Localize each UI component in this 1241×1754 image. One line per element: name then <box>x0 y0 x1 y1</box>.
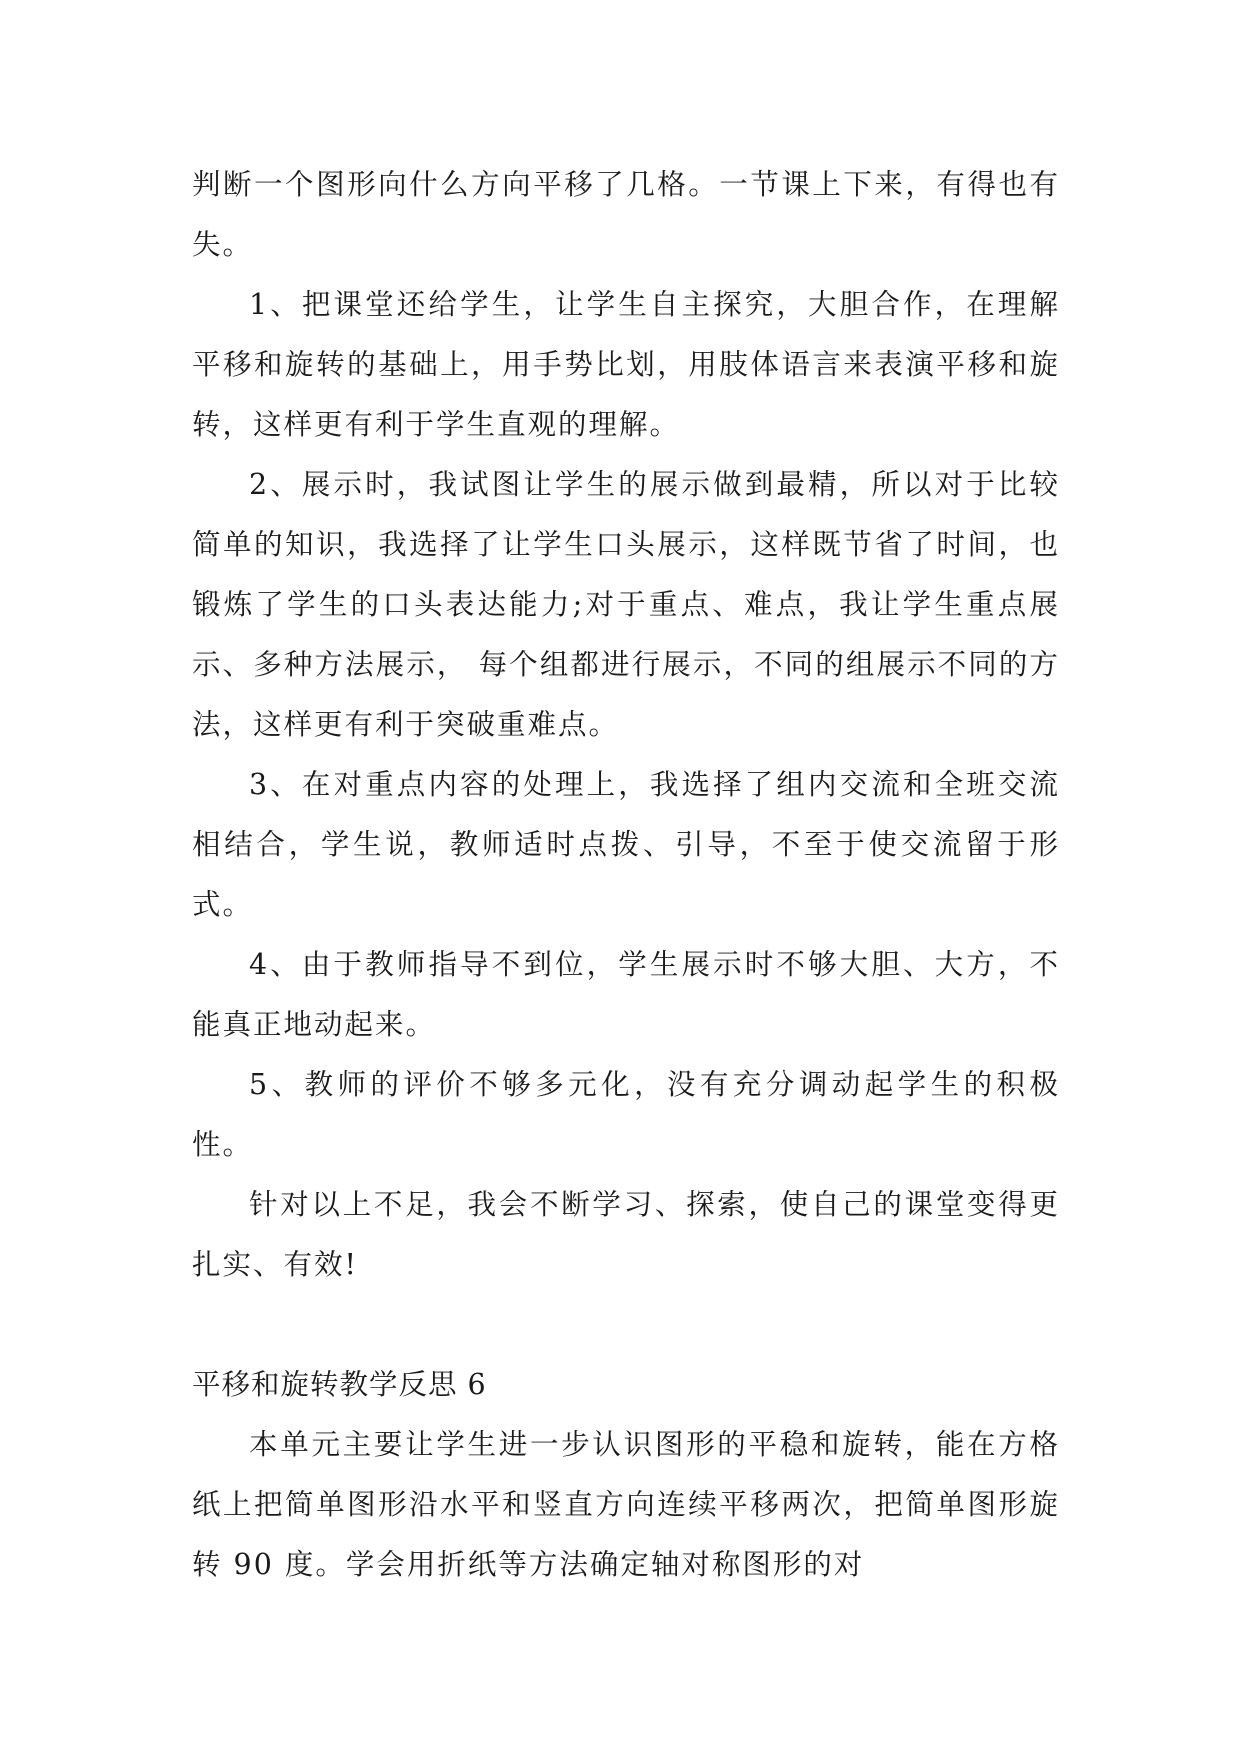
paragraph-point-5: 5、教师的评价不够多元化，没有充分调动起学生的积极性。 <box>192 1068 1060 1161</box>
paragraph-point-1: 1、把课堂还给学生，让学生自主探究，大胆合作，在理解平移和旋转的基础上，用手势比划，用肢体语言来表演平移和旋转，这样更有利于学生直观的理解。 <box>192 288 1060 441</box>
paragraph-point-2: 2、展示时，我试图让学生的展示做到最精，所以对于比较简单的知识，我选择了让学生口头展示，这样既节省了时间，也锻炼了学生的口头表达能力;对于重点、难点，我让学生重点展示、多种方法展示， 每个组都进行展示，不同的组展示不同的方法，这样更有利于突破重难点。 <box>192 468 1060 741</box>
paragraph-conclusion: 针对以上不足，我会不断学习、探索，使自己的课堂变得更扎实、有效! <box>192 1188 1060 1281</box>
paragraph-point-4: 4、由于教师指导不到位，学生展示时不够大胆、大方，不能真正地动起来。 <box>192 948 1060 1041</box>
paragraph-section-intro: 本单元主要让学生进一步认识图形的平稳和旋转，能在方格纸上把简单图形沿水平和竖直方向连续平移两次，把简单图形旋转 90 度。学会用折纸等方法确定轴对称图形的对 <box>192 1428 1060 1581</box>
section-title: 平移和旋转教学反思 6 <box>192 1368 487 1401</box>
document-body <box>192 155 1060 1595</box>
paragraph-point-3: 3、在对重点内容的处理上，我选择了组内交流和全班交流相结合，学生说，教师适时点拨、引导，不至于使交流留于形式。 <box>192 768 1060 921</box>
paragraph-continuation: 判断一个图形向什么方向平移了几格。一节课上下来，有得也有失。 <box>192 168 1060 261</box>
